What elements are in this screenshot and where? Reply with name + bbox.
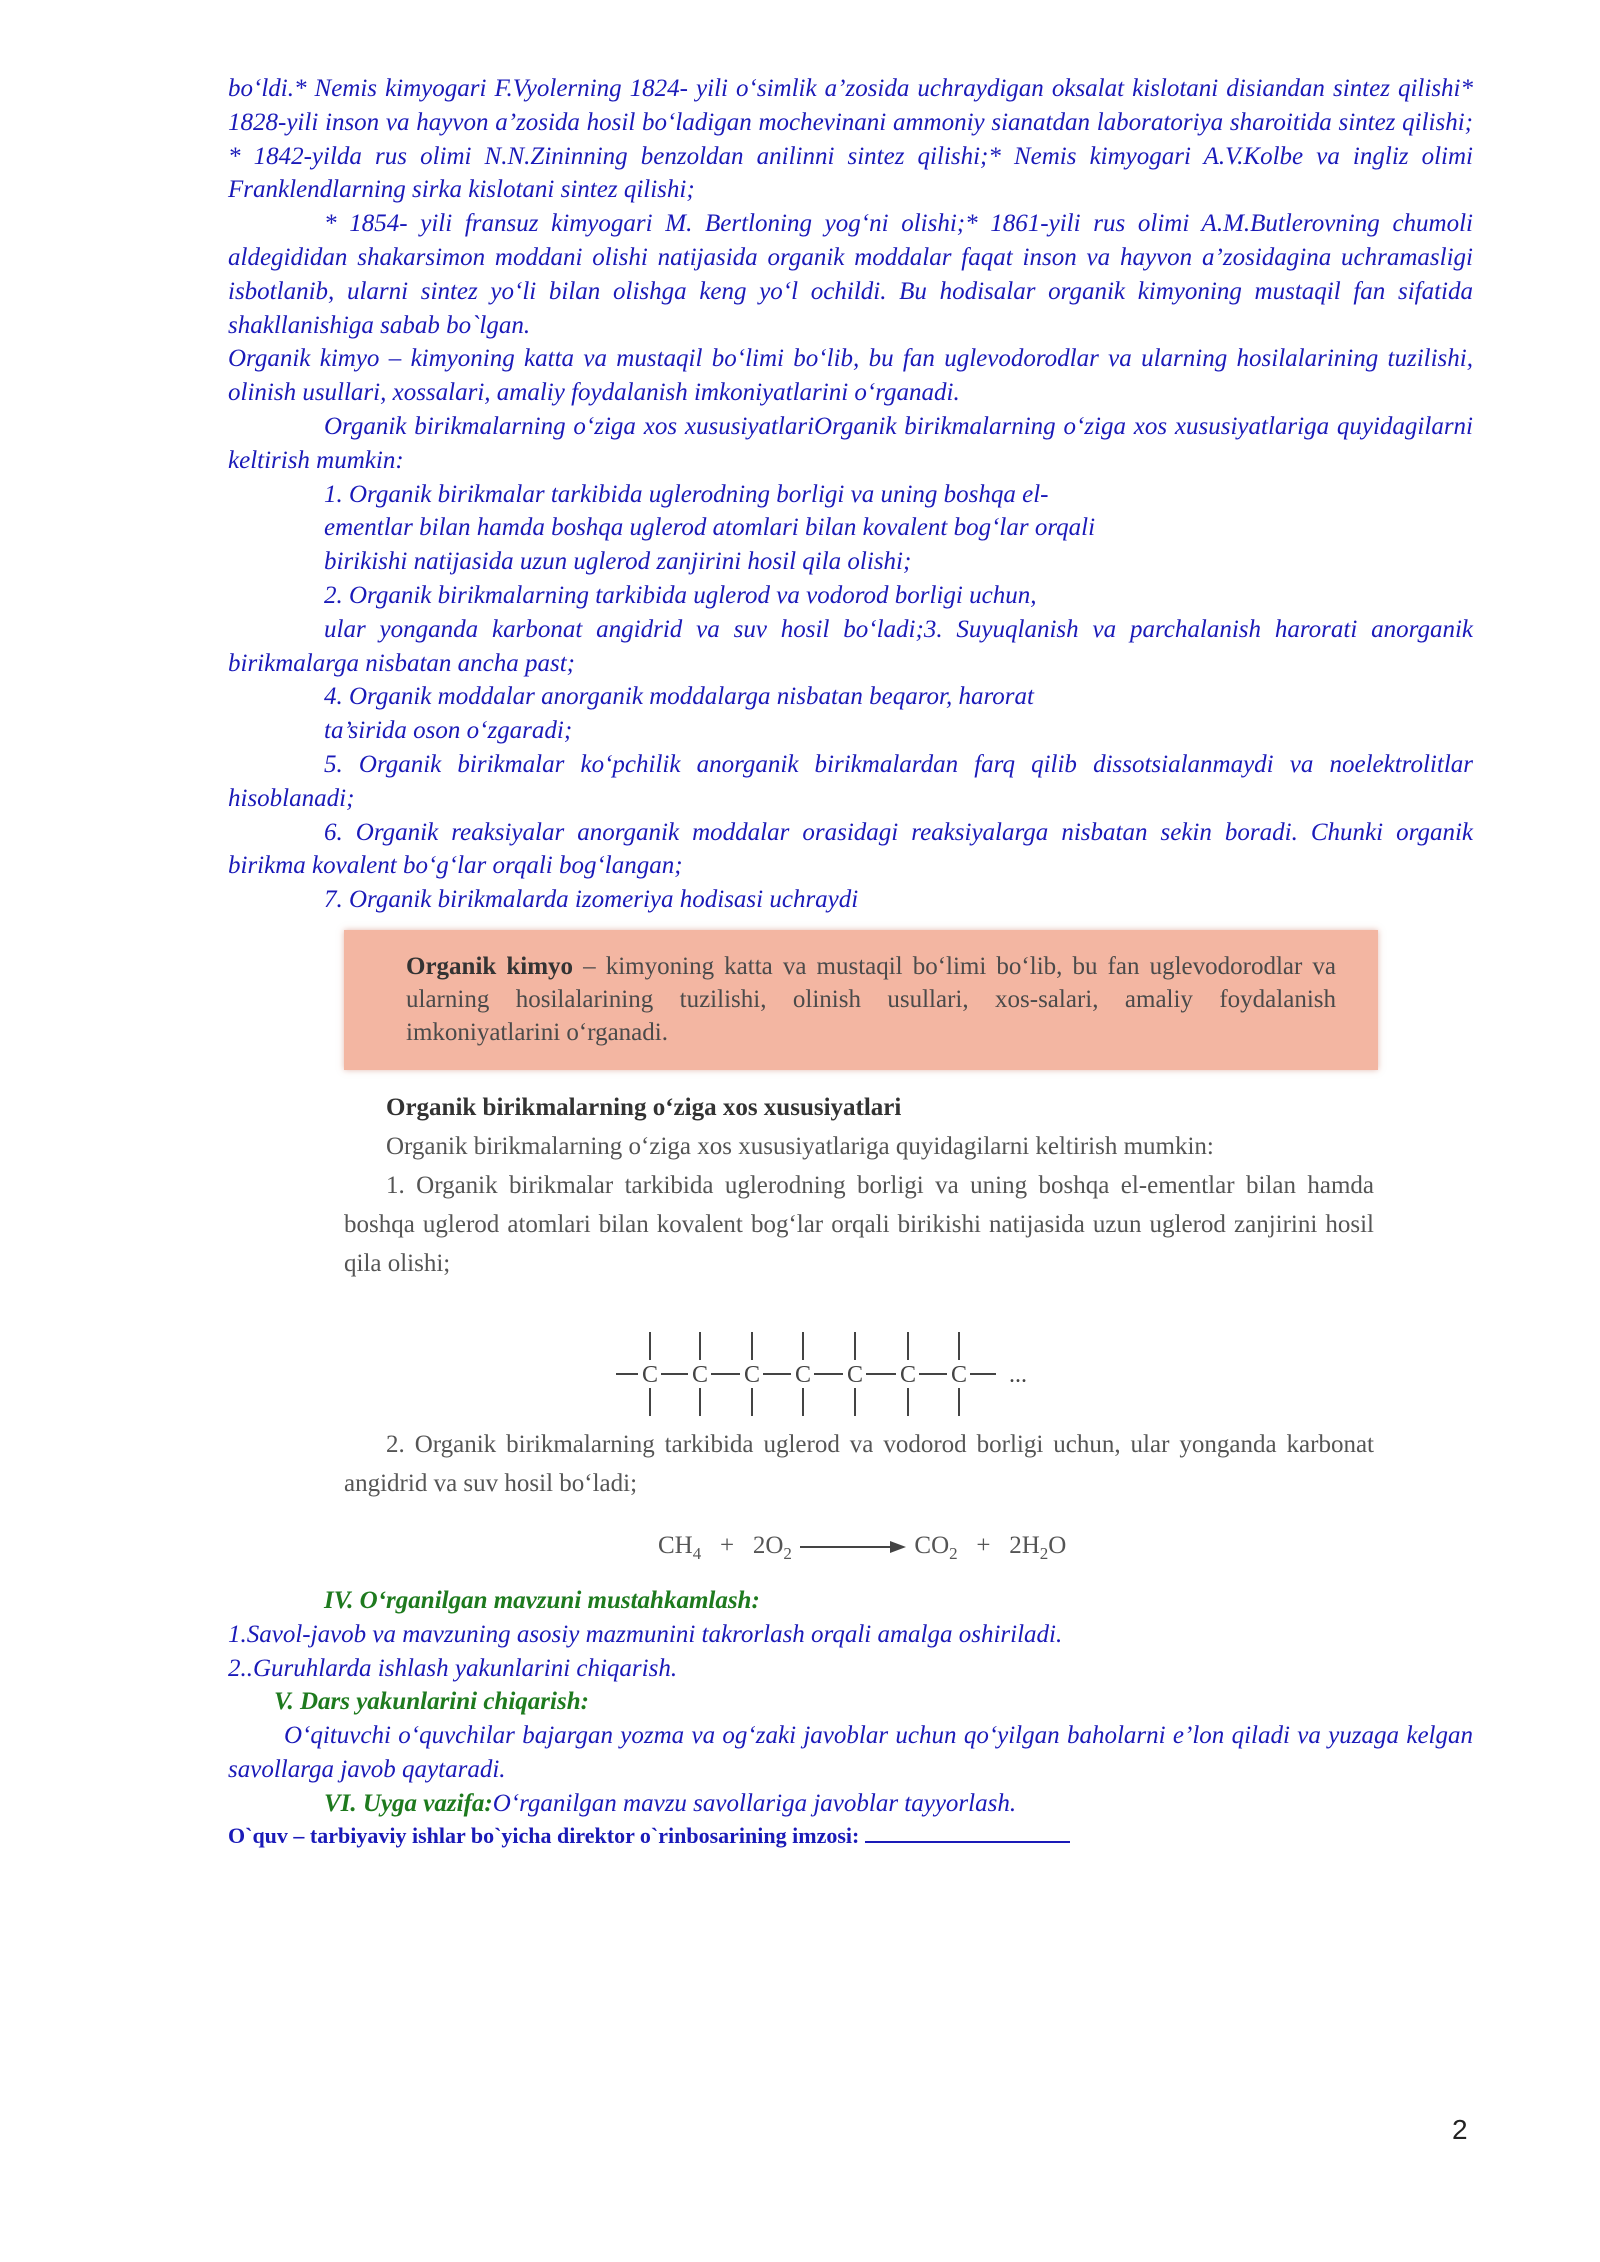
section-4-item-2: 2..Guruhlarda ishlash yakunlarini chiqarish.	[228, 1654, 678, 1682]
paragraph-history: bo‘ldi.* Nemis kimyogari F.Vyolerning 1824- yili o‘simlik a’zosida uchraydigan oksalat kislotani disiandan sintez qilishi* 1828-yili inson va hayvon a’zosida hosil bo‘ladigan mochevinani ammoniy sianatdan laboratoriya sharoitida sintez qilishi; * 1842-yilda rus olimi N.N.Zininning benzoldan anilinni sintez qilishi;* Nemis kimyogari A.V.Kolbe va ingliz olimi Franklendlarning sirka kislotani sintez qilishi;	[228, 75, 1473, 204]
section-5-text: O‘qituvchi o‘quvchilar bajargan yozma va og‘zaki javoblar uchun qo‘yilgan baholarni e’lon qiladi va yuzaga kelgan savollarga javob qaytaradi.	[228, 1722, 1473, 1783]
equation-reactants: $CH_4 + 2O_2$	[658, 1532, 792, 1563]
section-5-title: V. Dars yakunlarini chiqarish:	[274, 1688, 589, 1716]
carbon-atom: C	[641, 1362, 659, 1388]
section-4-title: IV. O‘rganilgan mavzuni mustahkamlash:	[324, 1587, 760, 1614]
carbon-atom: C	[899, 1362, 917, 1388]
signature-line	[865, 1821, 1070, 1843]
excerpt-item-1: 1. Organik birikmalar tarkibida uglerodning borligi va uning boshqa el-ementlar bilan hamda boshqa uglerod atomlari bilan kovalent bog‘lar orqali birikishi natijasida uzun uglerod zanjirini hosil qila olishi;	[344, 1172, 1374, 1277]
combustion-equation	[658, 1532, 1066, 1564]
list-item-2b: ular yonganda karbonat angidrid va suv hosil bo‘ladi;3. Suyuqlanish va parchalanish harorati anorganik birikmalarga nisbatan ancha past;	[228, 615, 1473, 677]
excerpt-heading: Organik birikmalarning o‘ziga xos xususiyatlari	[386, 1094, 902, 1121]
paragraph-synthesis: * 1854- yili fransuz kimyogari M. Bertloning yog‘ni olishi;* 1861-yili rus olimi A.M.Butlerovning chumoli aldegididan shakarsimon moddani olishi natijasida organik moddalar faqat inson va hayvon a’zosidagina uchramasligi isbotlanib, ularni sintez yo‘li bilan olishga keng yo‘l ochildi. Bu hodisalar organik kimyoning mustaqil fan sifatida shakllanishiga sabab bo`lgan.	[228, 210, 1473, 339]
list-item-4b: ta’sirida oson o‘zgaradi;	[324, 717, 573, 745]
upper-text-block	[228, 72, 1473, 917]
list-item-4a: 4. Organik moddalar anorganik moddalarga nisbatan beqaror, harorat	[324, 683, 1034, 711]
reaction-arrow-icon	[798, 1539, 908, 1555]
section-6-title: VI. Uyga vazifa:	[324, 1789, 493, 1817]
paragraph-properties-intro: Organik birikmalarning o‘ziga xos xususiyatlariOrganik birikmalarning o‘ziga xos xususiyatlariga quyidagilarni keltirish mumkin:	[228, 412, 1473, 474]
definition-box-text	[406, 950, 1336, 1049]
signature-label: O`quv – tarbiyaviy ishlar bo`yicha direktor o`rinbosarining imzosi:	[228, 1822, 865, 1848]
definition-box	[344, 930, 1378, 1070]
page-number: 2	[1452, 2114, 1468, 2145]
lower-text-block	[228, 1584, 1473, 1851]
chain-ellipsis: ...	[1009, 1362, 1027, 1388]
excerpt-item-2: 2. Organik birikmalarning tarkibida uglerod va vodorod borligi uchun, ular yonganda karbonat angidrid va suv hosil bo‘ladi;	[344, 1431, 1374, 1497]
list-item-7: 7. Organik birikmalarda izomeriya hodisasi uchraydi	[324, 886, 859, 914]
list-item-5: 5. Organik birikmalar ko‘pchilik anorganik birikmalardan farq qilib dissotsialanmaydi va noelektrolitlar hisoblanadi;	[228, 750, 1473, 812]
textbook-excerpt-image	[340, 924, 1380, 1592]
list-item-1c: birikishi natijasida uzun uglerod zanjirini hosil qila olishi;	[324, 548, 912, 576]
excerpt-intro: Organik birikmalarning o‘ziga xos xususiyatlariga quyidagilarni keltirish mumkin:	[386, 1133, 1214, 1160]
carbon-atom: C	[794, 1362, 812, 1388]
carbon-atom: C	[743, 1362, 761, 1388]
carbon-atom: C	[950, 1362, 968, 1388]
definition-body: – kimyoning katta va mustaqil bo‘limi bo‘lib, bu fan uglevodorodlar va ularning hosilalarining tuzilishi, olinish usullari, xos-salari, amaliy foydalanish imkoniyatlarini o‘rganadi.	[406, 953, 1336, 1046]
carbon-atom: C	[691, 1362, 709, 1388]
excerpt-body	[344, 1088, 1374, 1503]
list-item-6: 6. Organik reaksiyalar anorganik moddalar orasidagi reaksiyalarga nisbatan sekin boradi. Chunki organik birikma kovalent bo‘g‘lar orqali bog‘langan;	[228, 818, 1473, 880]
carbon-atom: C	[846, 1362, 864, 1388]
list-item-1b: ementlar bilan hamda boshqa uglerod atomlari bilan kovalent bog‘lar orqali	[324, 514, 1096, 542]
section-6-text: O‘rganilgan mavzu savollariga javoblar tayyorlash.	[492, 1789, 1017, 1817]
list-item-1a: 1. Organik birikmalar tarkibida uglerodning borligi va uning boshqa el-	[324, 480, 1049, 508]
definition-term: Organik kimyo	[406, 953, 574, 980]
section-4-item-1: 1.Savol-javob va mavzuning asosiy mazmunini takrorlash orqali amalga oshiriladi.	[228, 1620, 1063, 1648]
equation-products: $CO_2 + 2H_2O$	[914, 1532, 1067, 1563]
carbon-chain-diagram	[616, 1326, 1036, 1426]
paragraph-definition: Organik kimyo – kimyoning katta va mustaqil bo‘limi bo‘lib, bu fan uglevodorodlar va ularning hosilalarining tuzilishi, olinish usullari, xossalari, amaliy foydalanish imkoniyatlarini o‘rganadi.	[228, 345, 1473, 407]
list-item-2a: 2. Organik birikmalarning tarkibida uglerod va vodorod borligi uchun,	[324, 581, 1037, 609]
